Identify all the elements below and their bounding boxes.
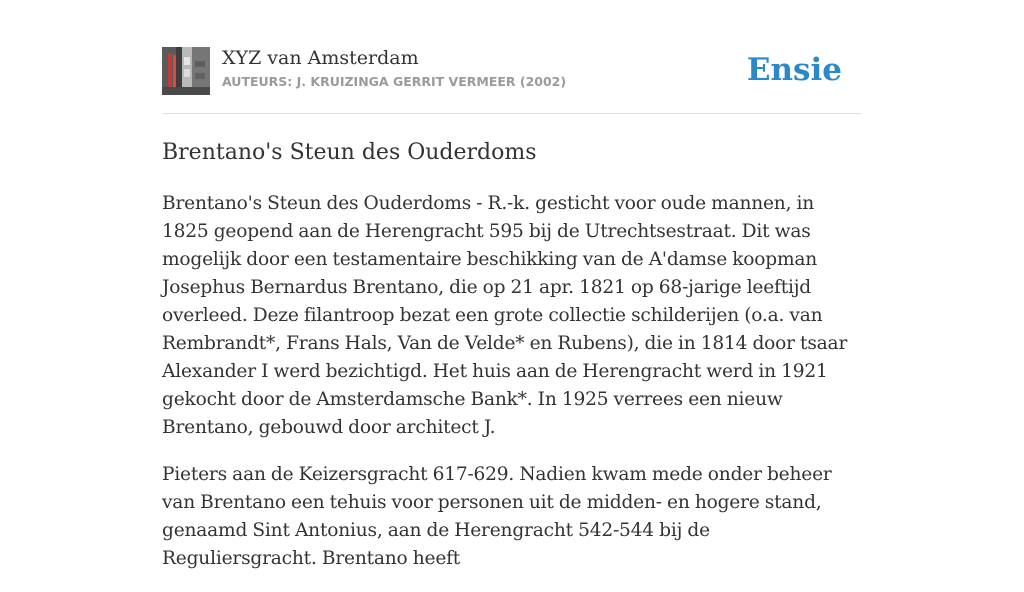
book-title[interactable]: XYZ van Amsterdam <box>222 47 419 69</box>
header <box>162 46 862 114</box>
article-paragraph: Brentano's Steun des Ouderdoms - R.-k. gesticht voor oude mannen, in 1825 geopend aan de Herengracht 595 bij de Utrechtsestraat. Dit was mogelijk door een testamentaire beschikking van de A'damse koopman Josephus Bernardus Brentano, die op 21 apr. 1821 op 68-jarige leeftijd overleed. Deze filantroop bezat een grote collectie schilderijen (o.a. van Rembrandt*, Frans Hals, Van de Velde* en Rubens), die in 1814 door tsaar Alexander I werd bezichtigd. Het huis aan de Herengracht werd in 1921 gekocht door de Amsterdamsche Bank*. In 1925 verrees een nieuw Brentano, gebouwd door architect J. <box>162 193 848 438</box>
article-title: Brentano's Steun des Ouderdoms <box>162 140 537 165</box>
ensie-logo[interactable]: Ensie <box>746 52 842 88</box>
book-cover-thumbnail-icon <box>162 47 210 95</box>
authors-line: AUTEURS: J. KRUIZINGA GERRIT VERMEER (2002) <box>222 74 567 89</box>
article-body <box>162 190 864 592</box>
article-paragraph: Pieters aan de Keizersgracht 617-629. Nadien kwam mede onder beheer van Brentano een tehuis voor personen uit de midden- en hogere stand, genaamd Sint Antonius, aan de Herengracht 542-544 bij de Reguliersgracht. Brentano heeft <box>162 464 832 569</box>
book-cover-avatar[interactable] <box>162 47 210 95</box>
